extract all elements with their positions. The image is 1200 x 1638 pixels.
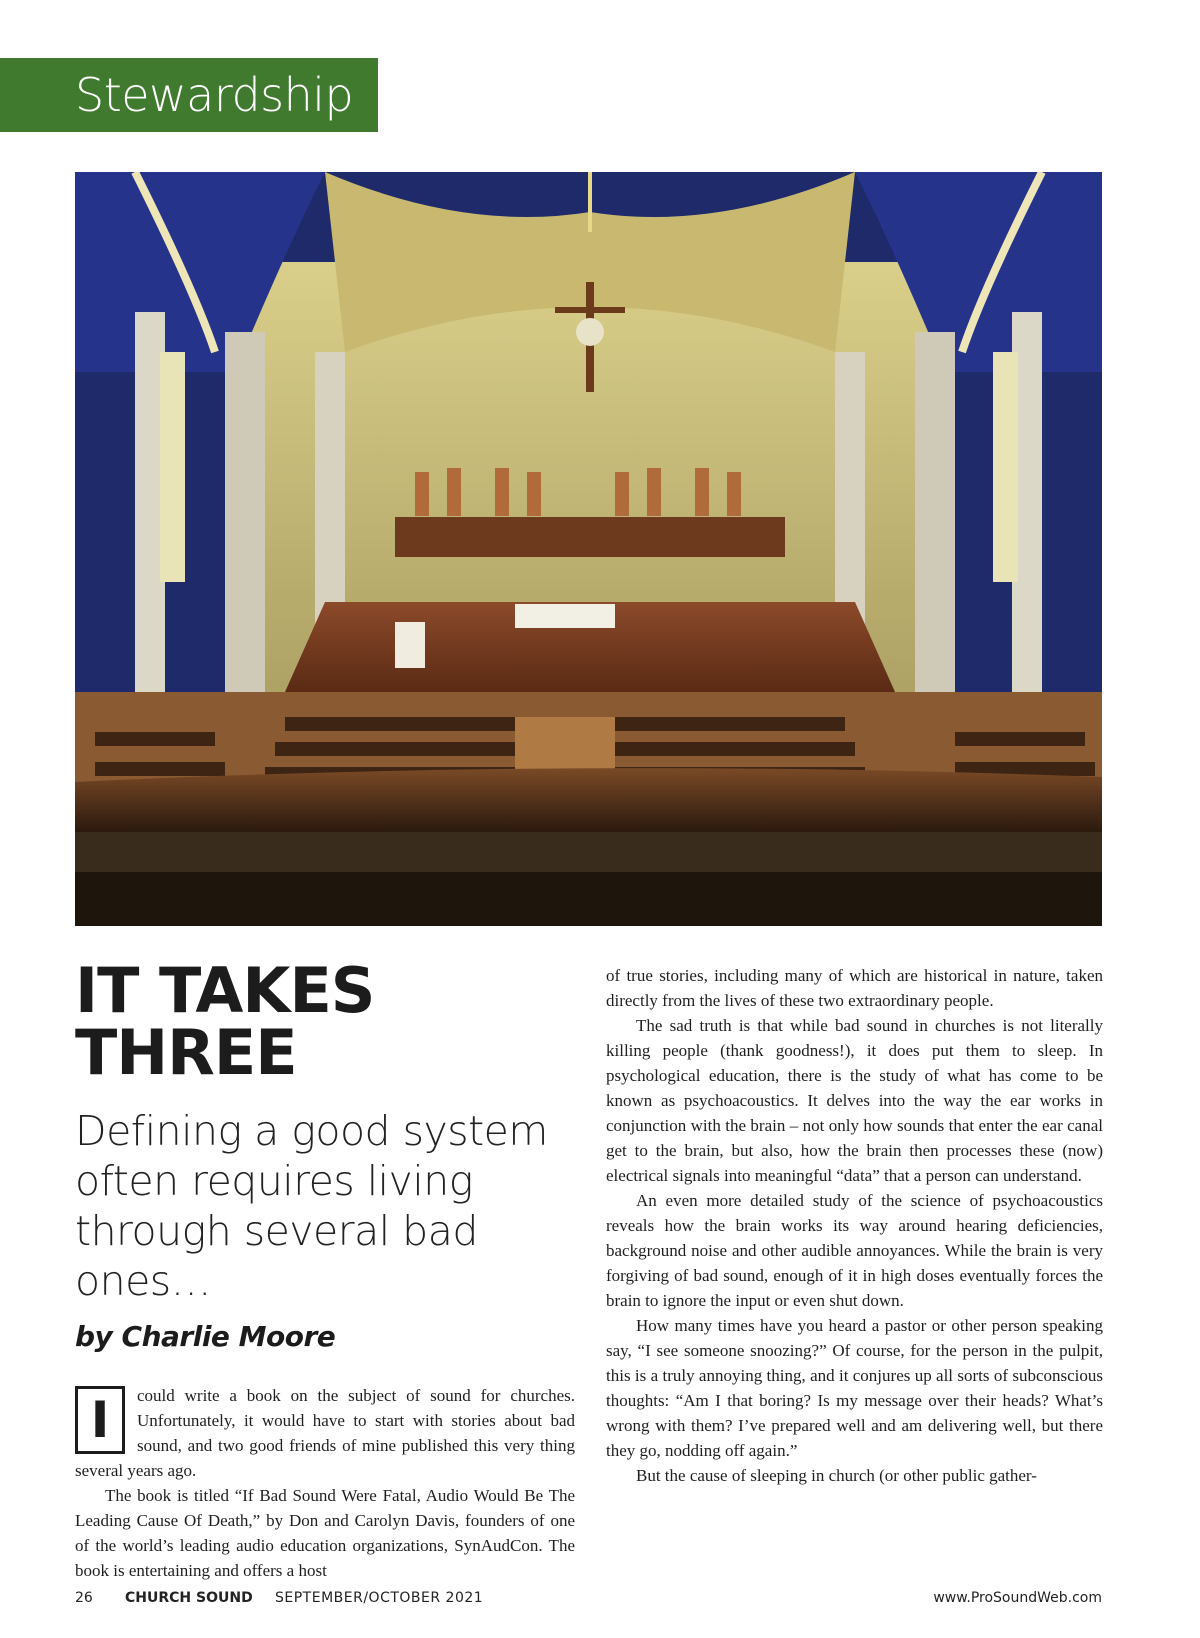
article-left-column xyxy=(75,954,575,1583)
article-deck: Defining a good system often requires living through several bad ones… xyxy=(75,1107,548,1305)
page-footer xyxy=(75,1590,1102,1610)
website-url: www.ProSoundWeb.com xyxy=(933,1590,1102,1606)
church-interior-photo xyxy=(75,172,1102,926)
page-number: 26 xyxy=(75,1590,93,1606)
body-paragraph: The book is titled “If Bad Sound Were Fatal, Audio Would Be The Leading Cause Of Death,” by Don and Carolyn Davis, founders of one of the world’s leading audio education organizations, SynAudCon. The book is entertaining and offers a host xyxy=(75,1486,575,1580)
body-paragraph: of true stories, including many of which are historical in nature, taken directly from the lives of these two extraordinary people. xyxy=(606,966,1103,1010)
article-body-right xyxy=(606,963,1103,1488)
body-paragraph: But the cause of sleeping in church (or other public gather- xyxy=(636,1466,1037,1485)
body-paragraph: could write a book on the subject of sound for churches. Unfortunately, it would have to start with stories about bad sound, and two good friends of mine published this very thing several years ago. xyxy=(75,1386,575,1480)
issue-date: SEPTEMBER/OCTOBER 2021 xyxy=(275,1590,484,1606)
section-label: Stewardship xyxy=(0,58,378,132)
body-paragraph: The sad truth is that while bad sound in churches is not literally killing people (thank goodness!), it does put them to sleep. In psychological education, there is the study of what has come to be known as psychoacoustics. It delves into the way the ear works in conjunction with the brain – not only how sounds that enter the ear canal get to the brain, but also, how the brain then processes these (now) electrical signals into meaningful “data” that a person can understand. xyxy=(606,1016,1103,1185)
body-paragraph: An even more detailed study of the science of psychoacoustics reveals how the brain works its way around hearing deficiencies, background noise and other audible annoyances. While the brain is very forgiving of bad sound, enough of it in high doses eventually forces the brain to ignore the input or even shut down. xyxy=(606,1191,1103,1310)
magazine-name: CHURCH SOUND xyxy=(125,1590,253,1606)
article-headline: IT TAKES THREE xyxy=(75,954,375,1089)
drop-cap: I xyxy=(75,1386,125,1454)
article-byline: by Charlie Moore xyxy=(75,1320,336,1353)
article-body-left xyxy=(75,1383,575,1583)
body-paragraph: How many times have you heard a pastor or other person speaking say, “I see someone snoozing?” Of course, for the person in the pulpit, this is a truly annoying thing, and it conjures up all sorts of subconscious thoughts: “Am I that boring? Is my message over their heads? What’s wrong with them? I’ve prepared well and am delivering well, but there they go, nodding off again.” xyxy=(606,1316,1103,1460)
